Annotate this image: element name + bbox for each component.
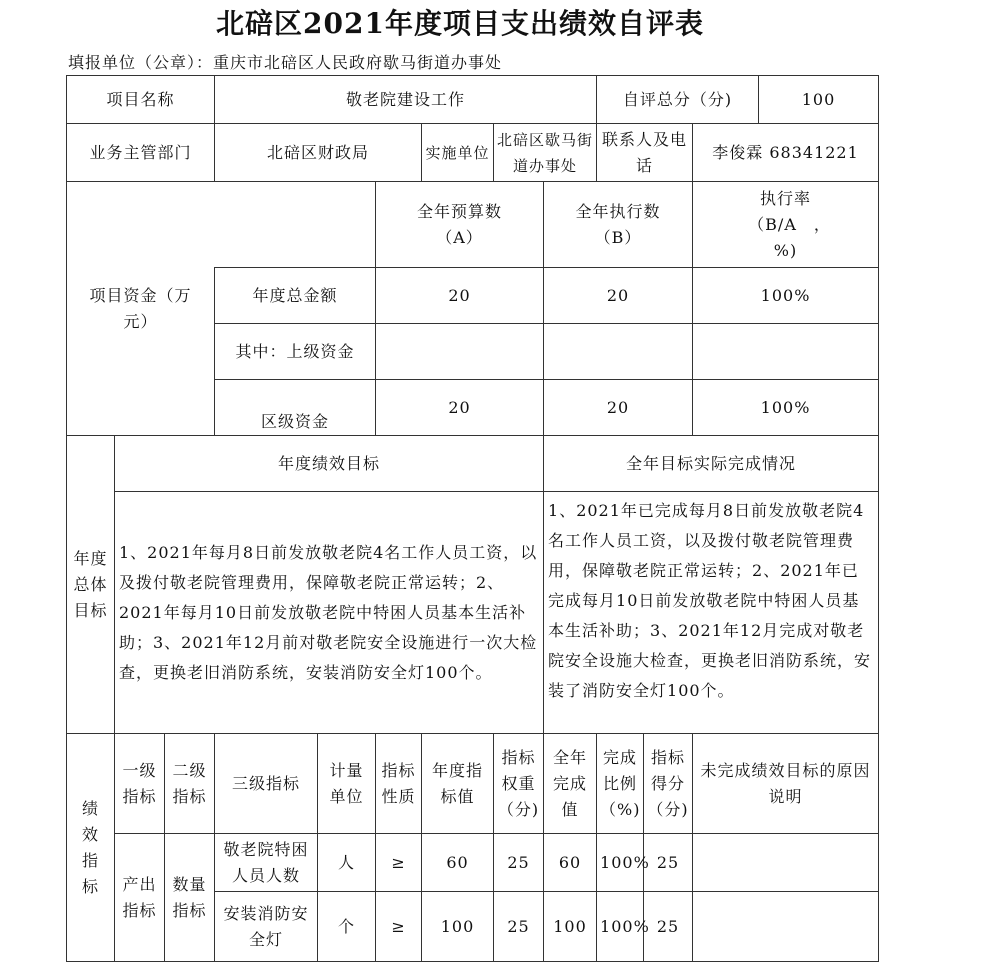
budget-col-header: 全年预算数（A） [376, 182, 544, 268]
project-name-row [67, 76, 879, 124]
indicator-target: 60 [422, 834, 494, 892]
funds-row-label: 年度总金额 [215, 268, 376, 324]
funds-row-label: 其中：上级资金 [215, 324, 376, 380]
indicator-score: 25 [644, 834, 693, 892]
header-reason: 未完成绩效目标的原因说明 [693, 734, 879, 834]
indicator-score: 25 [644, 892, 693, 962]
target-text: 1、2021年每月8日前发放敬老院4名工作人员工资，以及拨付敬老院管理费用，保障敬老院正常运转；2、2021年每月10日前发放敬老院中特困人员基本生活补助；3、2021年12月前对敬老院安全设施进行一次大检查，更换老旧消防系统，安装消防安全灯100个。 [115, 492, 544, 734]
header-nature: 指标性质 [376, 734, 422, 834]
contact-value: 李俊霖 68341221 [693, 124, 879, 182]
funds-label: 项目资金（万元） [67, 182, 215, 436]
dept-value: 北碚区财政局 [215, 124, 422, 182]
page-title: 北碚区2021年度项目支出绩效自评表 [216, 7, 704, 40]
header-actual: 全年完成值 [544, 734, 597, 834]
project-name-label: 项目名称 [67, 76, 215, 124]
indicator-nature: ≥ [376, 892, 422, 962]
funds-row-rate: 100% [693, 380, 879, 436]
header-level3: 三级指标 [215, 734, 318, 834]
funds-row-executed [544, 324, 693, 380]
header-ratio: 完成比例（%) [597, 734, 644, 834]
indicator-actual: 100 [544, 892, 597, 962]
funds-row-budget: 20 [376, 268, 544, 324]
indicator-reason [693, 892, 879, 962]
executed-col-header: 全年执行数（B） [544, 182, 693, 268]
funds-row-executed: 20 [544, 268, 693, 324]
rate-col-header: 执行率（B/A ， %) [693, 182, 879, 268]
indicator-ratio: 100% [597, 892, 644, 962]
header-score: 指标得分（分) [644, 734, 693, 834]
impl-unit-value: 北碚区歇马街道办事处 [494, 124, 597, 182]
funds-header-blank [215, 182, 376, 268]
indicator-actual: 60 [544, 834, 597, 892]
goals-label: 年度总体目标 [67, 436, 115, 734]
header-weight: 指标权重（分) [494, 734, 544, 834]
header-level2: 二级指标 [165, 734, 215, 834]
target-header: 年度绩效目标 [115, 436, 544, 492]
indicator-nature: ≥ [376, 834, 422, 892]
indicator-name: 敬老院特困人员人数 [215, 834, 318, 892]
goals-content-row [67, 492, 879, 734]
funds-row-rate [693, 324, 879, 380]
indicator-weight: 25 [494, 892, 544, 962]
funds-header-row [67, 182, 879, 268]
funds-row-executed: 20 [544, 380, 693, 436]
reporting-unit: 填报单位（公章）：重庆市北碚区人民政府歇马街道办事处 [68, 53, 503, 72]
indicator-header-row [67, 734, 879, 834]
header-unit: 计量单位 [318, 734, 376, 834]
actual-text: 1、2021年已完成每月8日前发放敬老院4名工作人员工资，以及拨付敬老院管理费用，保障敬老院正常运转；2、2021年已完成每月10日前发放敬老院中特困人员基本生活补助；3、2021年12月完成对敬老院安全设施大检查，更换老旧消防系统，安装了消防安全灯100个。 [544, 492, 879, 734]
level1-value: 产出指标 [115, 834, 165, 962]
impl-unit-label: 实施单位 [422, 124, 494, 182]
header-target: 年度指标值 [422, 734, 494, 834]
self-score-label: 自评总分（分) [597, 76, 759, 124]
indicator-name: 安装消防安全灯 [215, 892, 318, 962]
department-row [67, 124, 879, 182]
indicator-unit: 人 [318, 834, 376, 892]
indicator-reason [693, 834, 879, 892]
funds-row-budget: 20 [376, 380, 544, 436]
indicator-unit: 个 [318, 892, 376, 962]
project-name-value: 敬老院建设工作 [215, 76, 597, 124]
level2-value: 数量指标 [165, 834, 215, 962]
funds-row-budget [376, 324, 544, 380]
indicator-row [67, 834, 879, 892]
indicator-ratio: 100% [597, 834, 644, 892]
indicators-label: 绩效指标 [67, 734, 115, 962]
contact-label: 联系人及电话 [597, 124, 693, 182]
funds-row-label: 区级资金 [215, 380, 376, 436]
indicator-target: 100 [422, 892, 494, 962]
header-level1: 一级指标 [115, 734, 165, 834]
funds-row-rate: 100% [693, 268, 879, 324]
evaluation-table [66, 75, 879, 962]
self-score-value: 100 [759, 76, 879, 124]
dept-label: 业务主管部门 [67, 124, 215, 182]
goals-header-row [67, 436, 879, 492]
actual-header: 全年目标实际完成情况 [544, 436, 879, 492]
indicator-weight: 25 [494, 834, 544, 892]
